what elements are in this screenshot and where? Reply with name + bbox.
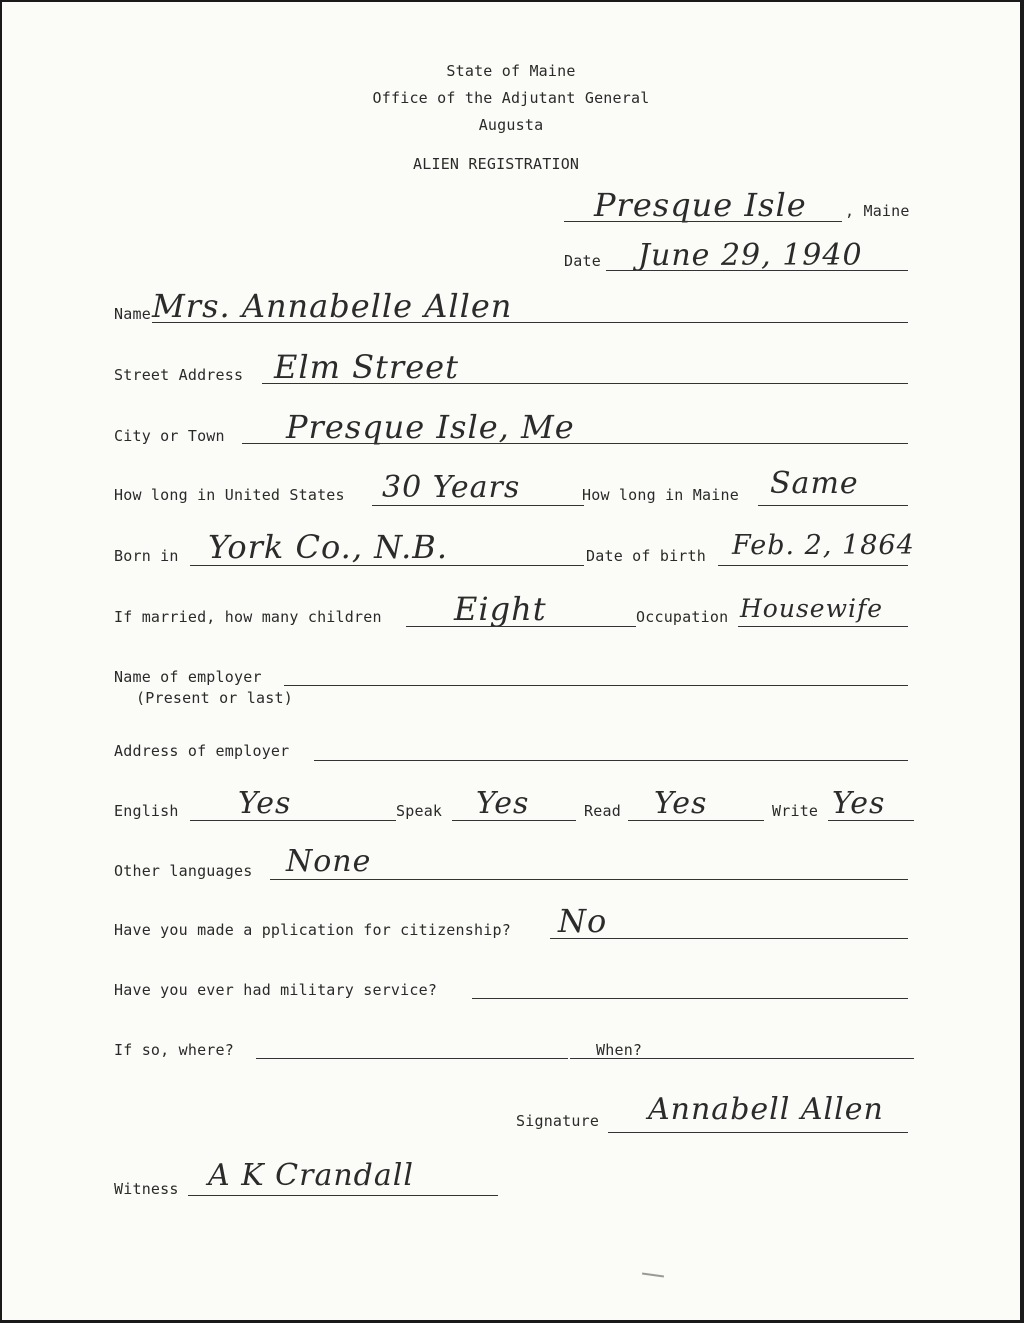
- witness-line: [188, 1195, 498, 1196]
- name-label: Name: [114, 305, 151, 323]
- date-of-birth-value: Feb. 2, 1864: [732, 530, 915, 561]
- citizenship-value: No: [558, 902, 608, 940]
- employer-address-label: Address of employer: [114, 742, 290, 760]
- born-in-label: Born in: [114, 547, 179, 565]
- paper-speck: [642, 1272, 664, 1277]
- witness-label: Witness: [114, 1180, 179, 1198]
- write-value: Yes: [832, 786, 886, 821]
- occupation-label: Occupation: [636, 608, 729, 626]
- date-label: Date: [564, 252, 601, 270]
- registration-form: [2, 2, 1020, 1320]
- speak-label: Speak: [396, 802, 443, 820]
- english-value: Yes: [238, 786, 292, 821]
- other-languages-label: Other languages: [114, 862, 253, 880]
- date-of-birth-line: [718, 565, 908, 566]
- born-in-value: York Co., N.B.: [208, 528, 448, 566]
- speak-line: [452, 820, 576, 821]
- name-line: [152, 322, 908, 323]
- military-line: [472, 998, 908, 999]
- date-of-birth-label: Date of birth: [586, 547, 706, 565]
- english-line: [190, 820, 396, 821]
- header-office: Office of the Adjutant General: [372, 89, 650, 107]
- read-line: [628, 820, 764, 821]
- other-languages-value: None: [286, 844, 372, 879]
- how-long-us-value: 30 Years: [382, 470, 521, 505]
- children-value: Eight: [454, 590, 547, 628]
- write-line: [828, 820, 914, 821]
- children-label: If married, how many children: [114, 608, 382, 626]
- when-label: When?: [596, 1041, 643, 1059]
- read-label: Read: [584, 802, 621, 820]
- street-address-line: [262, 383, 908, 384]
- read-value: Yes: [654, 786, 708, 821]
- place-line: [564, 221, 842, 222]
- other-languages-line: [270, 879, 908, 880]
- military-label: Have you ever had military service?: [114, 981, 438, 999]
- when-line: [570, 1058, 914, 1059]
- employer-address-line: [314, 760, 908, 761]
- born-in-line: [190, 565, 584, 566]
- date-value: June 29, 1940: [638, 238, 863, 273]
- maine-label: , Maine: [845, 202, 910, 220]
- how-long-us-label: How long in United States: [114, 486, 345, 504]
- header-state: State of Maine: [446, 62, 576, 80]
- children-line: [406, 626, 636, 627]
- witness-value: A K Crandall: [208, 1158, 414, 1193]
- form-title: ALIEN REGISTRATION: [413, 155, 580, 173]
- place-value: Presque Isle: [594, 186, 807, 224]
- city-town-label: City or Town: [114, 427, 225, 445]
- date-line: [606, 270, 908, 271]
- signature-line: [608, 1132, 908, 1133]
- signature-value: Annabell Allen: [648, 1092, 884, 1127]
- street-address-label: Street Address: [114, 366, 244, 384]
- occupation-value: Housewife: [740, 594, 884, 623]
- employer-name-line: [284, 685, 908, 686]
- citizenship-label: Have you made a pplication for citizenship?: [114, 921, 511, 939]
- citizenship-line: [550, 938, 908, 939]
- occupation-line: [738, 626, 908, 627]
- if-so-where-line: [256, 1058, 568, 1059]
- header-city: Augusta: [478, 116, 544, 134]
- speak-value: Yes: [476, 786, 530, 821]
- how-long-maine-value: Same: [770, 466, 859, 501]
- how-long-maine-line: [758, 505, 908, 506]
- name-value: Mrs. Annabelle Allen: [152, 287, 513, 325]
- write-label: Write: [772, 802, 819, 820]
- how-long-maine-label: How long in Maine: [582, 486, 739, 504]
- employer-name-note: (Present or last): [136, 689, 293, 707]
- city-town-line: [242, 443, 908, 444]
- how-long-us-line: [372, 505, 584, 506]
- street-address-value: Elm Street: [274, 348, 459, 386]
- signature-label: Signature: [516, 1112, 600, 1130]
- if-so-where-label: If so, where?: [114, 1041, 234, 1059]
- employer-name-label: Name of employer: [114, 668, 262, 686]
- city-town-value: Presque Isle, Me: [286, 408, 575, 446]
- english-label: English: [114, 802, 179, 820]
